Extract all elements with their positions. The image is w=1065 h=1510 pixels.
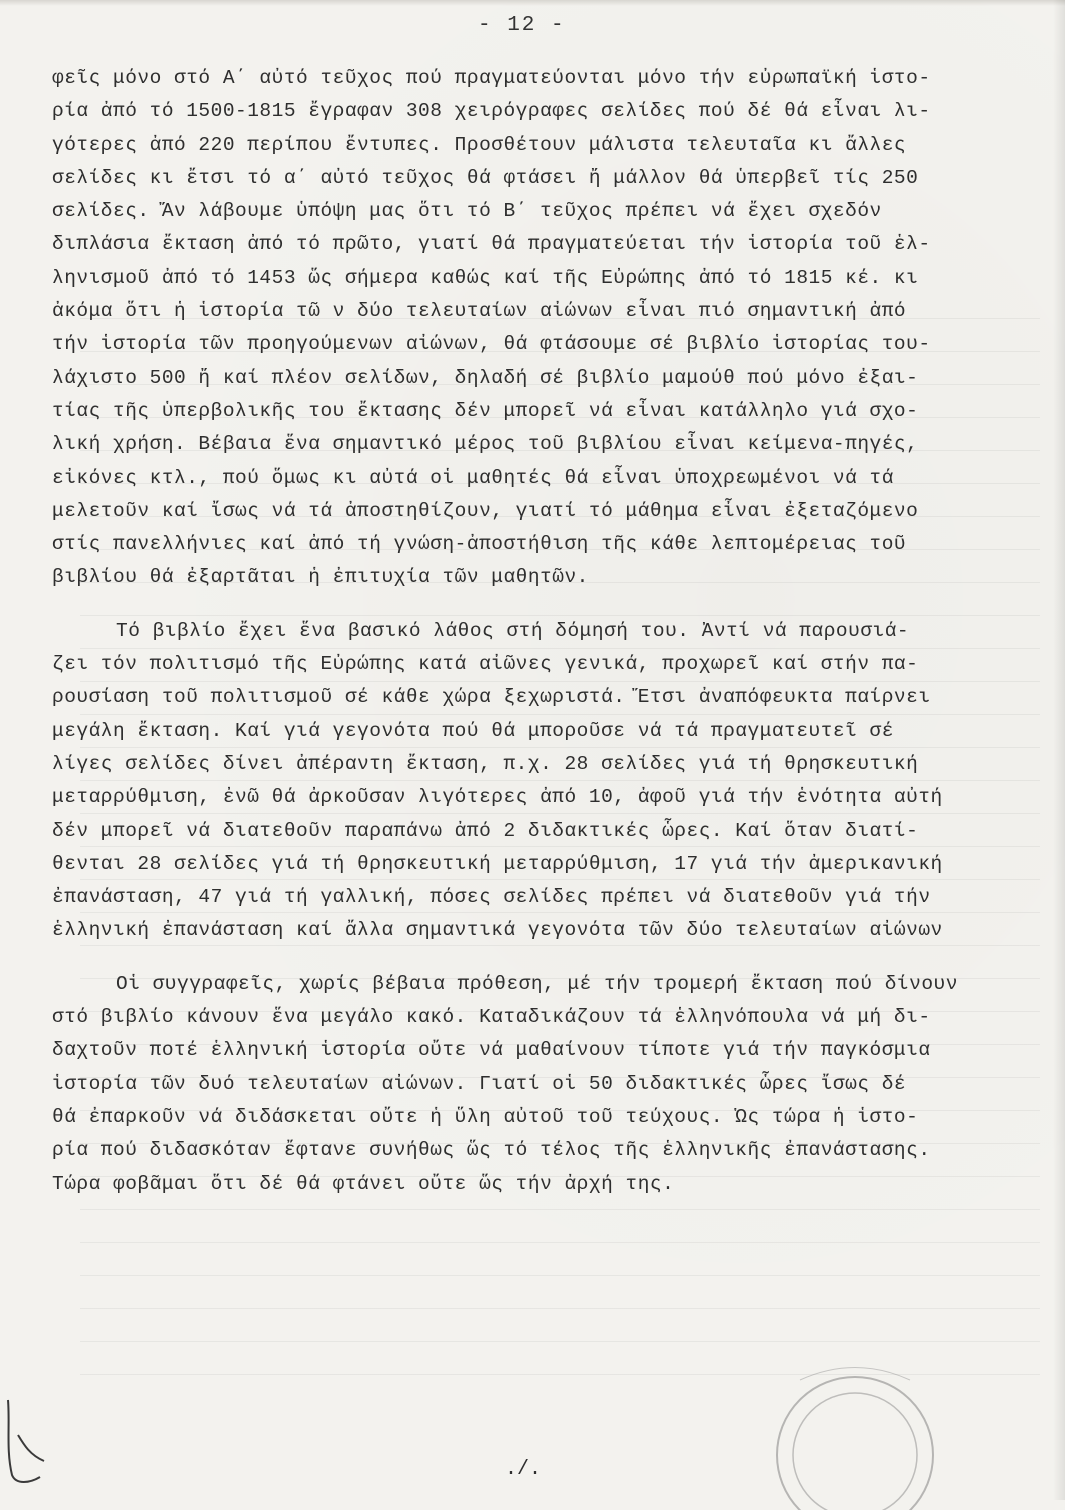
text-line: Οἱ συγγραφεῖς, χωρίς βέβαια πρόθεση, μέ τήν τρομερή ἔκταση πού δίνουν [116, 972, 958, 995]
text-line: δέν μπορεῖ νά διατεθοῦν παραπάνω ἀπό 2 διδακτικές ὧρες. Καί ὅταν διατί- [52, 819, 919, 842]
text-line: τίας τῆς ὑπερβολικῆς του ἔκτασης δέν μπορεῖ νά εἶναι κατάλληλο γιά σχο- [52, 399, 919, 422]
paragraph-gap [52, 595, 1060, 615]
text-line: ἑλληνική ἐπανάσταση καί ἄλλα σημαντικά γεγονότα τῶν δύο τελευταίων αἰώνων [52, 919, 943, 942]
text-line: στό βιβλίο κάνουν ἕνα μεγάλο κακό. Καταδικάζουν τά ἑλληνόπουλα νά μή δι- [52, 1006, 931, 1029]
body-text [52, 62, 1060, 1201]
text-line: ρουσίαση τοῦ πολιτισμοῦ σέ κάθε χώρα ξεχωριστά. Ἔτσι ἀναπόφευκτα παίρνει [52, 686, 931, 709]
paragraph-2 [52, 615, 1060, 948]
text-line: ρία πού διδασκόταν ἔφτανε συνήθως ὥς τό τέλος τῆς ἑλληνικῆς ἐπανάστασης. [52, 1139, 931, 1162]
paragraph-3 [52, 968, 1060, 1201]
text-line: φεῖς μόνο στό Α΄ αὐτό τεῦχος πού πραγματεύονται μόνο τήν εὐρωπαϊκή ἱστο- [52, 67, 931, 89]
text-line: ἐπανάσταση, 47 γιά τή γαλλική, πόσες σελίδες πρέπει νά διατεθοῦν γιά τήν [52, 886, 931, 909]
text-line: μελετοῦν καί ἴσως νά τά ἀποστηθίζουν, γιατί τό μάθημα εἶναι ἐξεταζόμενο [52, 499, 919, 522]
text-line: ληνισμοῦ ἀπό τό 1453 ὥς σήμερα καθώς καί τῆς Εὐρώπης ἀπό τό 1815 κέ. κι [52, 266, 919, 289]
text-line: τήν ἱστορία τῶν προηγούμενων αἰώνων, θά φτάσουμε σέ βιβλίο ἱστορίας του- [52, 333, 931, 356]
paragraph-1 [52, 62, 1060, 595]
archive-stamp [760, 1360, 950, 1510]
text-line: ἀκόμα ὅτι ἡ ἱστορία τῶ ν δύο τελευταίων αἰώνων εἶναι πιό σημαντική ἀπό [52, 300, 907, 323]
page-number: - 12 - [478, 14, 566, 37]
text-line: εἰκόνες κτλ., πού ὅμως κι αὐτά οἱ μαθητές θά εἶναι ὑποχρεωμένοι νά τά [52, 466, 894, 489]
text-line: Τό βιβλίο ἔχει ἕνα βασικό λάθος στή δόμησή του. Ἀντί νά παρουσιά- [116, 619, 910, 642]
text-line: λίγες σελίδες δίνει ἀπέραντη ἔκταση, π.χ. 28 σελίδες γιά τή θρησκευτική [52, 752, 919, 775]
handwritten-margin-mark [0, 1395, 60, 1495]
text-line: βιβλίου θά ἐξαρτᾶται ἡ ἐπιτυχία τῶν μαθητῶν. [52, 566, 589, 589]
closing-mark: ./. [505, 1458, 542, 1481]
text-line: μεταρρύθμιση, ἐνῶ θά ἀρκοῦσαν λιγότερες ἀπό 10, ἀφοῦ γιά τήν ἑνότητα αὐτή [52, 786, 943, 809]
text-line: ζει τόν πολιτισμό τῆς Εὐρώπης κατά αἰῶνες γενικά, προχωρεῖ καί στήν πα- [52, 653, 919, 676]
text-line: μεγάλη ἔκταση. Καί γιά γεγονότα πού θά μποροῦσε νά τά πραγματευτεῖ σέ [52, 719, 894, 742]
text-line: γότερες ἀπό 220 περίπου ἔντυπες. Προσθέτουν μάλιστα τελευταῖα κι ἄλλες [52, 133, 907, 156]
text-line: ἱστορία τῶν δυό τελευταίων αἰώνων. Γιατί οἱ 50 διδακτικές ὧρες ἴσως δέ [52, 1072, 907, 1095]
page-top-edge [0, 0, 1065, 6]
text-line: στίς πανελλήνιες καί ἀπό τή γνώση-ἀποστήθιση τῆς κάθε λεπτομέρειας τοῦ [52, 533, 907, 556]
text-line: διπλάσια ἔκταση ἀπό τό πρῶτο, γιατί θά πραγματεύεται τήν ἱστορία τοῦ ἑλ- [52, 233, 931, 256]
text-line: Τώρα φοβᾶμαι ὅτι δέ θά φτάνει οὔτε ὥς τήν ἀρχή της. [52, 1172, 675, 1195]
paragraph-gap [52, 948, 1060, 968]
text-line: δαχτοῦν ποτέ ἑλληνική ἱστορία οὔτε νά μαθαίνουν τίποτε γιά τήν παγκόσμια [52, 1039, 931, 1062]
text-line: θενται 28 σελίδες γιά τή θρησκευτική μεταρρύθμιση, 17 γιά τήν ἀμερικανική [52, 852, 943, 875]
text-line: λική χρήση. Βέβαια ἕνα σημαντικό μέρος τοῦ βιβλίου εἶναι κείμενα-πηγές, [52, 433, 919, 456]
text-line: θά ἐπαρκοῦν νά διδάσκεται οὔτε ἡ ὕλη αὐτοῦ τοῦ τεύχους. Ὡς τώρα ἡ ἱστο- [52, 1105, 919, 1128]
text-line: λάχιστο 500 ἤ καί πλέον σελίδων, δηλαδή σέ βιβλίο μαμούθ πού μόνο ἐξαι- [52, 366, 919, 389]
text-line: σελίδες κι ἔτσι τό α΄ αὐτό τεῦχος θά φτάσει ἤ μάλλον θά ὑπερβεῖ τίς 250 [52, 166, 919, 189]
text-line: ρία ἀπό τό 1500-1815 ἔγραφαν 308 χειρόγραφες σελίδες πού δέ θά εἶναι λι- [52, 100, 931, 123]
text-line: σελίδες. Ἄν λάβουμε ὑπόψη μας ὅτι τό Β΄ τεῦχος πρέπει νά ἔχει σχεδόν [52, 200, 882, 223]
